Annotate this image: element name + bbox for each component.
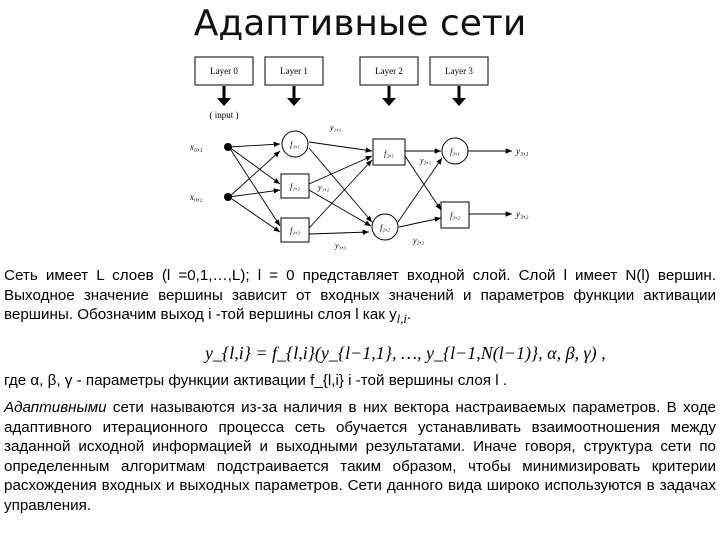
page-title: Адаптивные сети bbox=[193, 3, 527, 44]
layer-1-node-2 bbox=[281, 174, 309, 198]
network-edges bbox=[229, 142, 512, 234]
svg-text:f₃,₁: f₃,₁ bbox=[450, 147, 460, 156]
edge-label-y22: y₂,₂ bbox=[413, 236, 425, 245]
svg-text:f₃,₂: f₃,₂ bbox=[450, 211, 460, 220]
layer-1-node-3 bbox=[281, 218, 309, 242]
layer-3-node-1 bbox=[442, 138, 468, 164]
edge-label-y11: y₁,₁ bbox=[330, 123, 342, 132]
input-node-2 bbox=[224, 193, 232, 201]
input-label-1: x₀,₁ bbox=[190, 142, 203, 152]
intro-paragraph: Сеть имеет L слоев (l =0,1,…,L); l = 0 представляет входной слой. Слой l имеет N(l) вершин. Выходное значение вершины зависит от входных значений и параметров функции активации вершины. Обозначим выход i -той вершины слоя l как $y_{l,i}$. bbox=[4, 267, 716, 327]
intro-paragraph-block bbox=[4, 266, 716, 330]
layer-0-label: Layer 0 bbox=[210, 66, 238, 76]
parameters-note: где α, β, γ - параметры функции активации f_{l,i} i -той вершины слоя l . bbox=[4, 372, 508, 389]
layer-down-arrows bbox=[224, 86, 459, 100]
output-label-1: y₃,₁ bbox=[516, 146, 529, 156]
adaptive-paragraph: Адаптивными сети называются из-за наличия в них вектора настраиваемых параметров. В ходе адаптивного итерационного процесса сеть обучается устанавливать взаимоотношения между заданной исходной информацией и выходными результатами. Иначе говоря, структура сети по определенным алгоритмам подстраивается таким образом, чтобы минимизировать критерии расхождения входных и выходных параметров. Сети данного вида широко используются в задачах управления. bbox=[4, 399, 716, 514]
activation-formula: y_{l,i} = f_{l,i}(y_{l−1,1}, …, y_{l−1,N(l−1)}, α, β, γ) , bbox=[205, 343, 606, 363]
layer-3-node-2 bbox=[441, 202, 469, 228]
layer-1-label: Layer 1 bbox=[280, 66, 308, 76]
layer-2-box bbox=[360, 57, 418, 85]
svg-text:f₁,₂: f₁,₂ bbox=[290, 182, 300, 191]
svg-text:f₁,₃: f₁,₃ bbox=[290, 226, 300, 235]
layer-1-node-1 bbox=[282, 131, 308, 157]
edge-label-y13: y₁,₃ bbox=[335, 241, 347, 250]
svg-text:f₁,₁: f₁,₁ bbox=[290, 140, 300, 149]
layer-arrow-heads bbox=[217, 98, 466, 106]
layer-3-label: Layer 3 bbox=[445, 66, 473, 76]
layer-2-node-2 bbox=[372, 214, 398, 240]
adaptive-term: Адаптивными bbox=[4, 399, 107, 416]
input-node-1 bbox=[224, 143, 232, 151]
svg-text:f₂,₂: f₂,₂ bbox=[380, 223, 390, 232]
svg-text:f₂,₁: f₂,₁ bbox=[384, 149, 394, 158]
layer-2-label: Layer 2 bbox=[375, 66, 403, 76]
adaptive-paragraph-block bbox=[4, 398, 716, 515]
edge-label-y12: y₁,₂ bbox=[318, 183, 330, 192]
input-label: ( input ) bbox=[209, 110, 239, 120]
layer-0-box bbox=[195, 57, 253, 85]
layer-1-box bbox=[265, 57, 323, 85]
edge-label-y21: y₂,₁ bbox=[420, 156, 432, 165]
adaptive-network-diagram bbox=[0, 50, 720, 260]
layer-2-node-1 bbox=[373, 139, 405, 165]
output-label-2: y₃,₂ bbox=[516, 209, 529, 219]
layer-3-box bbox=[430, 57, 488, 85]
input-label-2: x₀,₂ bbox=[190, 192, 203, 202]
